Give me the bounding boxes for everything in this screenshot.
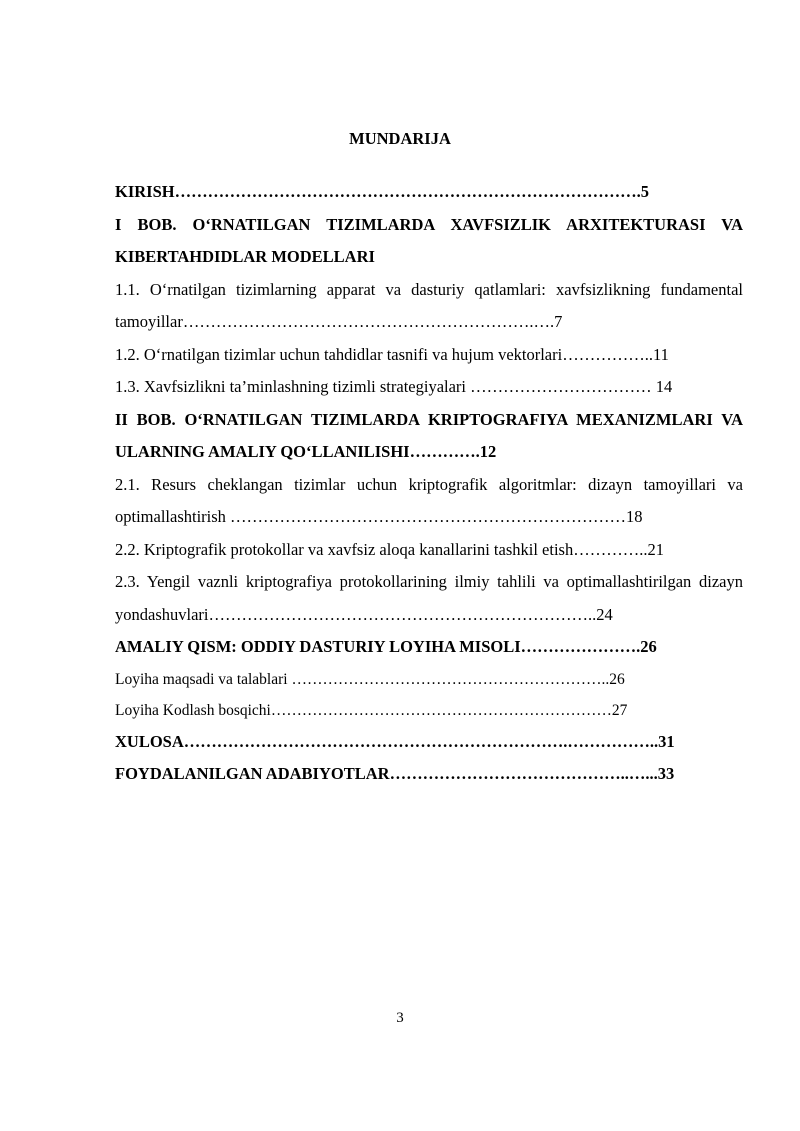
table-of-contents xyxy=(115,176,743,791)
toc-entry-1-2: 1.2. O‘rnatilgan tizimlar uchun tahdidlar tasnifi va hujum vektorlari……………..11 xyxy=(115,344,669,364)
toc-entry-project-goal: Loyiha maqsadi va talablari ……………………………………………………..26 xyxy=(115,670,625,688)
toc-entry-1-1: 1.1. O‘rnatilgan tizimlarning apparat va dasturiy qatlamlari: xavfsizlikning fundamental tamoyillar……………………………………………………….….7 xyxy=(115,279,743,331)
toc-entry-conclusion: XULOSA…………………………………………………………….……………..31 xyxy=(115,731,675,751)
toc-entry-chapter-1: I BOB. O‘RNATILGAN TIZIMLARDA XAVFSIZLIK ARXITEKTURASI VA KIBERTAHDIDLAR MODELLARI xyxy=(115,214,743,266)
toc-entry-2-1: 2.1. Resurs cheklangan tizimlar uchun kriptografik algoritmlar: dizayn tamoyillari va optimallashtirish ………………………………………………………………18 xyxy=(115,474,743,526)
page-title: MUNDARIJA xyxy=(349,129,451,148)
toc-entry-1-3: 1.3. Xavfsizlikni ta’minlashning tizimli strategiyalari …………………………… 14 xyxy=(115,377,673,396)
toc-entry-references: FOYDALANILGAN ADABIYOTLAR……………………………………..…...33 xyxy=(115,764,675,783)
toc-entry-2-3: 2.3. Yengil vaznli kriptografiya protokollarining ilmiy tahlili va optimallashtirilgan dizayn yondashuvlari……………………………………………………………..24 xyxy=(115,572,743,624)
toc-entry-kirish: KIRISH………………………………………………………………………….5 xyxy=(115,182,649,201)
toc-entry-practical-part: AMALIY QISM: ODDIY DASTURIY LOYIHA MISOLI………………….26 xyxy=(115,637,657,656)
toc-entry-2-2: 2.2. Kriptografik protokollar va xavfsiz aloqa kanallarini tashkil etish…………..21 xyxy=(115,539,664,559)
page-number: 3 xyxy=(396,1010,404,1026)
toc-entry-project-coding: Loyiha Kodlash bosqichi…………………………………………………………27 xyxy=(115,701,628,719)
toc-entry-chapter-2: II BOB. O‘RNATILGAN TIZIMLARDA KRIPTOGRAFIYA MEXANIZMLARI VA ULARNING AMALIY QO‘LLANILISHI………….12 xyxy=(115,409,743,461)
